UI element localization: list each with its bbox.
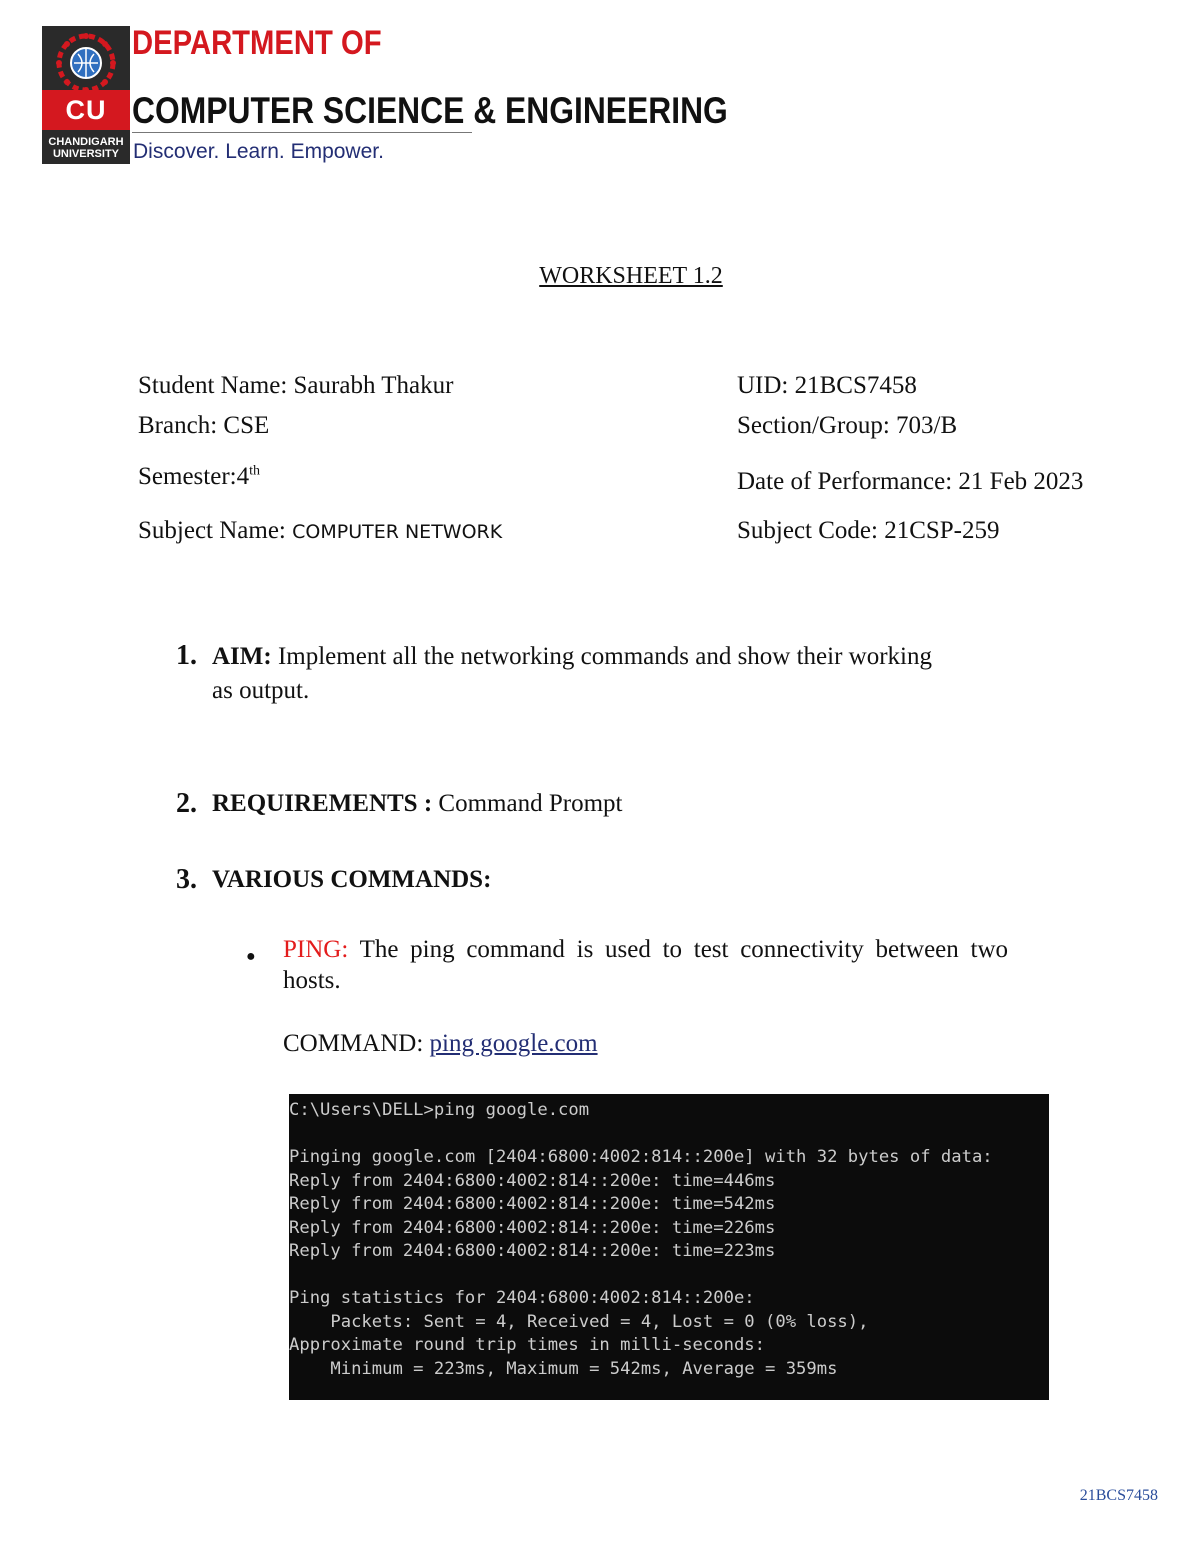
worksheet-title: WORKSHEET 1.2 — [539, 263, 723, 289]
terminal-line: Packets: Sent = 4, Received = 4, Lost = 0 (0% loss), — [289, 1311, 869, 1332]
section-number-requirements: 2. — [176, 788, 197, 819]
subject-code: Subject Code: 21CSP-259 — [737, 517, 1000, 544]
ping-description-line1 — [283, 936, 1008, 964]
terminal-line: Reply from 2404:6800:4002:814::200e: time=446ms — [289, 1170, 776, 1191]
department-title-line1: DEPARTMENT OF — [132, 24, 382, 62]
command-prompt-output — [289, 1094, 1049, 1400]
requirements-label: REQUIREMENTS : — [212, 790, 433, 817]
terminal-line: Approximate round trip times in milli-seconds: — [289, 1335, 765, 1355]
footer-student-id: 21BCS7458 — [1079, 1487, 1158, 1504]
requirements — [212, 790, 622, 818]
logo-cu-text: CU — [42, 90, 130, 130]
terminal-line: Minimum = 223ms, Maximum = 542ms, Average = 359ms — [289, 1358, 838, 1379]
globe-emblem-icon — [54, 32, 118, 94]
ping-command-link[interactable]: ping google.com — [429, 1030, 598, 1057]
semester-label: Semester:4 — [138, 463, 250, 490]
ping-command — [283, 1030, 598, 1058]
various-commands-label: VARIOUS COMMANDS: — [212, 866, 492, 893]
subject-name-value: COMPUTER NETWORK — [292, 521, 503, 543]
ping-description-line2: hosts. — [283, 967, 341, 994]
uid: UID: 21BCS7458 — [737, 372, 917, 399]
terminal-line — [289, 1123, 1049, 1147]
aim-label: AIM: — [212, 643, 272, 670]
command-label: COMMAND: — [283, 1030, 430, 1057]
subject-name-label: Subject Name: — [138, 517, 293, 544]
section-number-aim: 1. — [176, 640, 197, 671]
terminal-line: Reply from 2404:6800:4002:814::200e: time=542ms — [289, 1194, 776, 1214]
department-title-line2: COMPUTER SCIENCE & ENGINEERING — [132, 90, 728, 131]
bullet-icon: ● — [246, 948, 256, 965]
section-group: Section/Group: 703/B — [737, 412, 958, 439]
section-number-commands: 3. — [176, 864, 197, 895]
student-name: Student Name: Saurabh Thakur — [138, 372, 454, 399]
university-tagline: Discover. Learn. Empower. — [133, 140, 384, 163]
header-divider — [132, 132, 472, 133]
terminal-line: Pinging google.com [2404:6800:4002:814::200e] with 32 bytes of data: — [289, 1147, 993, 1167]
logo-university-text: CHANDIGARH UNIVERSITY — [48, 136, 124, 160]
semester-suffix: th — [249, 463, 260, 479]
terminal-line — [289, 1264, 1049, 1288]
aim-line2: as output. — [212, 677, 310, 704]
university-logo — [42, 26, 130, 164]
branch: Branch: CSE — [138, 412, 270, 439]
aim-text: Implement all the networking commands and show their working — [271, 643, 932, 670]
subject-name — [138, 517, 502, 545]
terminal-line: C:\Users\DELL>ping google.com — [289, 1100, 590, 1120]
terminal-line: Reply from 2404:6800:4002:814::200e: time=223ms — [289, 1241, 776, 1261]
semester — [138, 463, 260, 491]
requirements-text: Command Prompt — [432, 790, 623, 817]
ping-label: PING: — [283, 936, 349, 963]
terminal-line: Reply from 2404:6800:4002:814::200e: time=226ms — [289, 1217, 776, 1238]
date-of-performance: Date of Performance: 21 Feb 2023 — [737, 468, 1084, 495]
ping-description: The ping command is used to test connectivity between two — [348, 936, 1008, 963]
terminal-line: Ping statistics for 2404:6800:4002:814::200e: — [289, 1288, 755, 1308]
various-commands-heading — [212, 866, 491, 894]
aim-line1 — [212, 643, 932, 671]
